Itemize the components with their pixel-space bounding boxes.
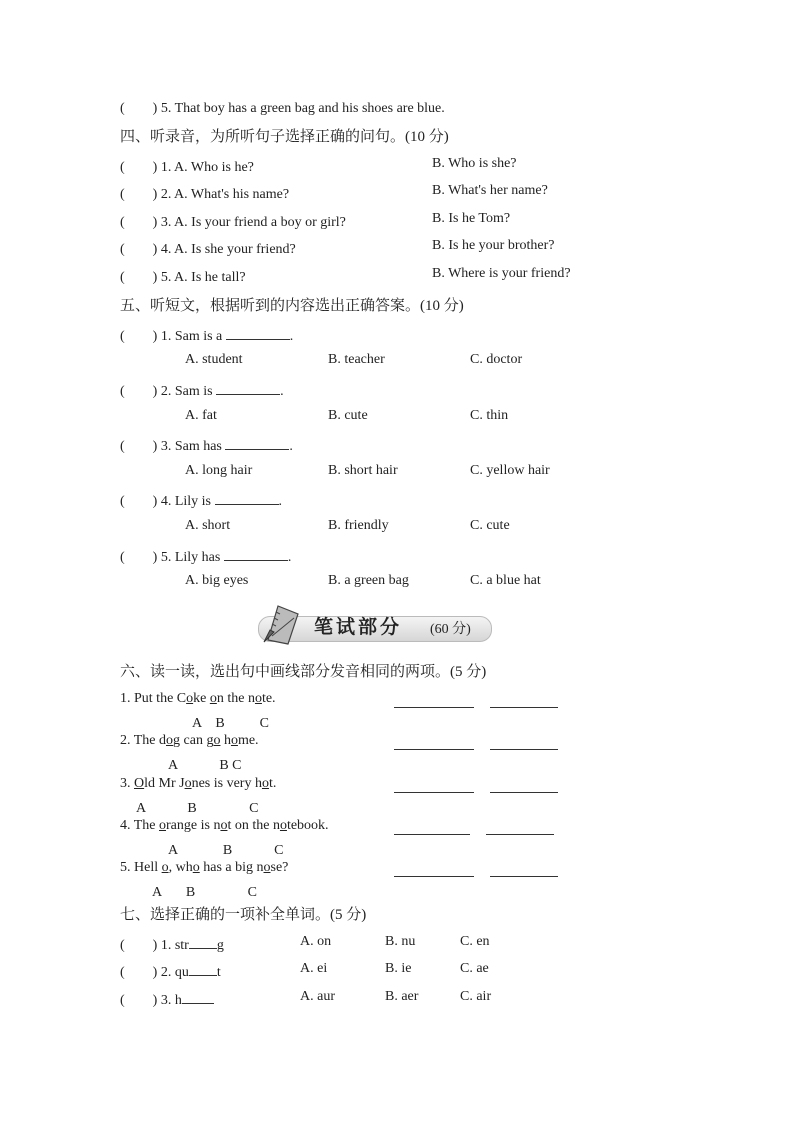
answer-blank bbox=[394, 735, 474, 750]
sentence-part: g can g bbox=[173, 733, 214, 748]
sentence-part: 4. The bbox=[120, 818, 160, 833]
question-row bbox=[120, 266, 246, 286]
sentence-part: h bbox=[220, 733, 231, 748]
period: . bbox=[289, 439, 293, 454]
choice-labels: A B C bbox=[168, 758, 242, 773]
underlined-letter: o bbox=[161, 860, 169, 875]
question-row bbox=[120, 435, 293, 455]
option-c: C. ae bbox=[460, 961, 489, 976]
option-c: C. en bbox=[460, 934, 490, 949]
answer-blank bbox=[490, 862, 558, 877]
sentence-part: 3. bbox=[120, 776, 134, 791]
sentence-part: te. bbox=[261, 691, 276, 706]
option-a: A. on bbox=[300, 934, 332, 949]
option-c: C. a blue hat bbox=[470, 573, 541, 588]
underlined-letter: o bbox=[254, 691, 262, 706]
option-a: 3. A. Is your friend a boy or girl? bbox=[160, 215, 346, 230]
sentence-part: 1. Put the C bbox=[120, 691, 187, 706]
written-section-banner bbox=[250, 608, 494, 644]
option-b: B. nu bbox=[385, 934, 416, 949]
option-a: A. ei bbox=[300, 961, 328, 976]
sentence-part: se? bbox=[270, 860, 289, 875]
option-b: B. short hair bbox=[328, 463, 398, 478]
question-row bbox=[120, 989, 214, 1009]
underlined-letter: o bbox=[279, 818, 287, 833]
banner-score: (60 分) bbox=[430, 622, 471, 637]
question-stem: 1. Sam is a bbox=[160, 329, 223, 344]
section-heading: 四、听录音，为所听句子选择正确的问句。(10 分) bbox=[120, 129, 449, 145]
word-stem: 3. h bbox=[160, 993, 182, 1008]
question-row bbox=[120, 183, 289, 203]
option-c: C. doctor bbox=[470, 352, 523, 367]
option-a: 2. A. What's his name? bbox=[160, 187, 290, 202]
answer-paren: ( ) bbox=[120, 215, 158, 230]
answer-blank bbox=[215, 490, 279, 505]
question-row bbox=[120, 961, 221, 981]
underlined-letter: o bbox=[192, 860, 200, 875]
underlined-letter: o bbox=[213, 733, 221, 748]
sentence-part: ke bbox=[193, 691, 210, 706]
question-row bbox=[120, 546, 291, 566]
question-stem: 4. Lily is bbox=[160, 494, 211, 509]
answer-blank bbox=[182, 989, 214, 1004]
answer-blank bbox=[394, 778, 474, 793]
answer-paren: ( ) bbox=[120, 187, 158, 202]
word-stem: 1. str bbox=[160, 938, 189, 953]
choice-labels: A B C bbox=[192, 716, 270, 731]
option-a: A. fat bbox=[185, 408, 217, 423]
option-a: 5. A. Is he tall? bbox=[160, 270, 246, 285]
option-c: C. cute bbox=[470, 518, 510, 533]
option-c: C. thin bbox=[470, 408, 509, 423]
underlined-letter: o bbox=[220, 818, 228, 833]
word-stem: 2. qu bbox=[160, 965, 189, 980]
underlined-letter: o bbox=[159, 818, 167, 833]
sentence-part: nes is very h bbox=[191, 776, 262, 791]
underlined-letter: o bbox=[261, 776, 269, 791]
answer-paren: ( ) bbox=[120, 101, 158, 116]
answer-paren: ( ) bbox=[120, 993, 158, 1008]
answer-blank bbox=[490, 735, 558, 750]
answer-paren: ( ) bbox=[120, 965, 158, 980]
answer-paren: ( ) bbox=[120, 329, 158, 344]
question-text: 5. That boy has a green bag and his shoes are blue. bbox=[160, 101, 445, 116]
sentence-part: 5. Hell bbox=[120, 860, 162, 875]
section-heading: 七、选择正确的一项补全单词。(5 分) bbox=[120, 907, 367, 923]
answer-paren: ( ) bbox=[120, 160, 158, 175]
underlined-letter: o bbox=[186, 691, 194, 706]
word-tail: t bbox=[216, 965, 221, 980]
option-b: B. Is he Tom? bbox=[432, 211, 511, 226]
sentence-part: has a big n bbox=[199, 860, 264, 875]
option-b: B. Is he your brother? bbox=[432, 238, 555, 253]
answer-blank bbox=[490, 778, 558, 793]
answer-blank bbox=[189, 934, 217, 949]
underlined-letter: o bbox=[263, 860, 271, 875]
period: . bbox=[278, 494, 282, 509]
answer-blank bbox=[394, 820, 470, 835]
sentence-part: n the n bbox=[216, 691, 255, 706]
answer-paren: ( ) bbox=[120, 550, 158, 565]
sentence-part: range is n bbox=[166, 818, 221, 833]
option-b: B. Where is your friend? bbox=[432, 266, 571, 281]
sentence-part: t on the n bbox=[227, 818, 280, 833]
option-a: A. long hair bbox=[185, 463, 253, 478]
question-row bbox=[120, 97, 445, 117]
question-row bbox=[120, 380, 284, 400]
underlined-letter: o bbox=[230, 733, 238, 748]
option-a: A. student bbox=[185, 352, 243, 367]
sentence-part: , wh bbox=[168, 860, 193, 875]
underlined-letter: O bbox=[134, 776, 145, 791]
answer-blank bbox=[224, 546, 288, 561]
answer-blank bbox=[394, 693, 474, 708]
choice-labels: A B C bbox=[168, 843, 284, 858]
option-b: B. What's her name? bbox=[432, 183, 548, 198]
option-b: B. ie bbox=[385, 961, 412, 976]
option-a: 4. A. Is she your friend? bbox=[160, 242, 296, 257]
question-row bbox=[120, 211, 346, 231]
section-heading: 六、读一读，选出句中画线部分发音相同的两项。(5 分) bbox=[120, 664, 487, 680]
answer-blank bbox=[226, 325, 290, 340]
phonics-sentence bbox=[120, 776, 276, 792]
sentence-part: me. bbox=[237, 733, 259, 748]
option-c: C. yellow hair bbox=[470, 463, 550, 478]
choice-labels: A B C bbox=[152, 885, 258, 900]
phonics-sentence bbox=[120, 860, 288, 876]
underlined-letter: o bbox=[166, 733, 174, 748]
answer-blank bbox=[225, 435, 289, 450]
option-b: B. aer bbox=[385, 989, 419, 1004]
answer-paren: ( ) bbox=[120, 270, 158, 285]
answer-paren: ( ) bbox=[120, 439, 158, 454]
word-tail: g bbox=[216, 938, 224, 953]
answer-blank bbox=[486, 820, 554, 835]
option-c: C. air bbox=[460, 989, 492, 1004]
underlined-letter: o bbox=[184, 776, 192, 791]
option-b: B. teacher bbox=[328, 352, 385, 367]
sentence-part: tebook. bbox=[286, 818, 329, 833]
sentence-part: ld Mr J bbox=[144, 776, 185, 791]
option-b: B. a green bag bbox=[328, 573, 409, 588]
question-row bbox=[120, 156, 254, 176]
answer-blank bbox=[394, 862, 474, 877]
period: . bbox=[289, 329, 294, 344]
option-b: B. Who is she? bbox=[432, 156, 517, 171]
answer-paren: ( ) bbox=[120, 494, 158, 509]
phonics-sentence bbox=[120, 691, 276, 707]
answer-paren: ( ) bbox=[120, 384, 158, 399]
option-a: A. aur bbox=[300, 989, 335, 1004]
question-stem: 3. Sam has bbox=[160, 439, 222, 454]
option-a: A. big eyes bbox=[185, 573, 249, 588]
question-row bbox=[120, 325, 293, 345]
option-a: A. short bbox=[185, 518, 231, 533]
question-row bbox=[120, 238, 296, 258]
sentence-part: t. bbox=[268, 776, 277, 791]
period: . bbox=[287, 550, 292, 565]
answer-blank bbox=[490, 693, 558, 708]
answer-blank bbox=[189, 961, 217, 976]
question-row bbox=[120, 934, 224, 954]
answer-paren: ( ) bbox=[120, 242, 158, 257]
question-stem: 2. Sam is bbox=[160, 384, 213, 399]
option-b: B. cute bbox=[328, 408, 368, 423]
period: . bbox=[280, 384, 284, 399]
choice-labels: A B C bbox=[136, 801, 259, 816]
question-row bbox=[120, 490, 282, 510]
option-a: 1. A. Who is he? bbox=[160, 160, 254, 175]
pencil-ruler-icon bbox=[258, 602, 306, 646]
answer-paren: ( ) bbox=[120, 938, 158, 953]
question-stem: 5. Lily has bbox=[160, 550, 221, 565]
phonics-sentence bbox=[120, 818, 329, 834]
banner-title: 笔试部分 bbox=[314, 616, 403, 638]
option-b: B. friendly bbox=[328, 518, 389, 533]
underlined-letter: o bbox=[209, 691, 217, 706]
sentence-part: 2. The d bbox=[120, 733, 167, 748]
phonics-sentence bbox=[120, 733, 259, 749]
section-heading: 五、听短文，根据听到的内容选出正确答案。(10 分) bbox=[120, 298, 464, 314]
answer-blank bbox=[216, 380, 280, 395]
